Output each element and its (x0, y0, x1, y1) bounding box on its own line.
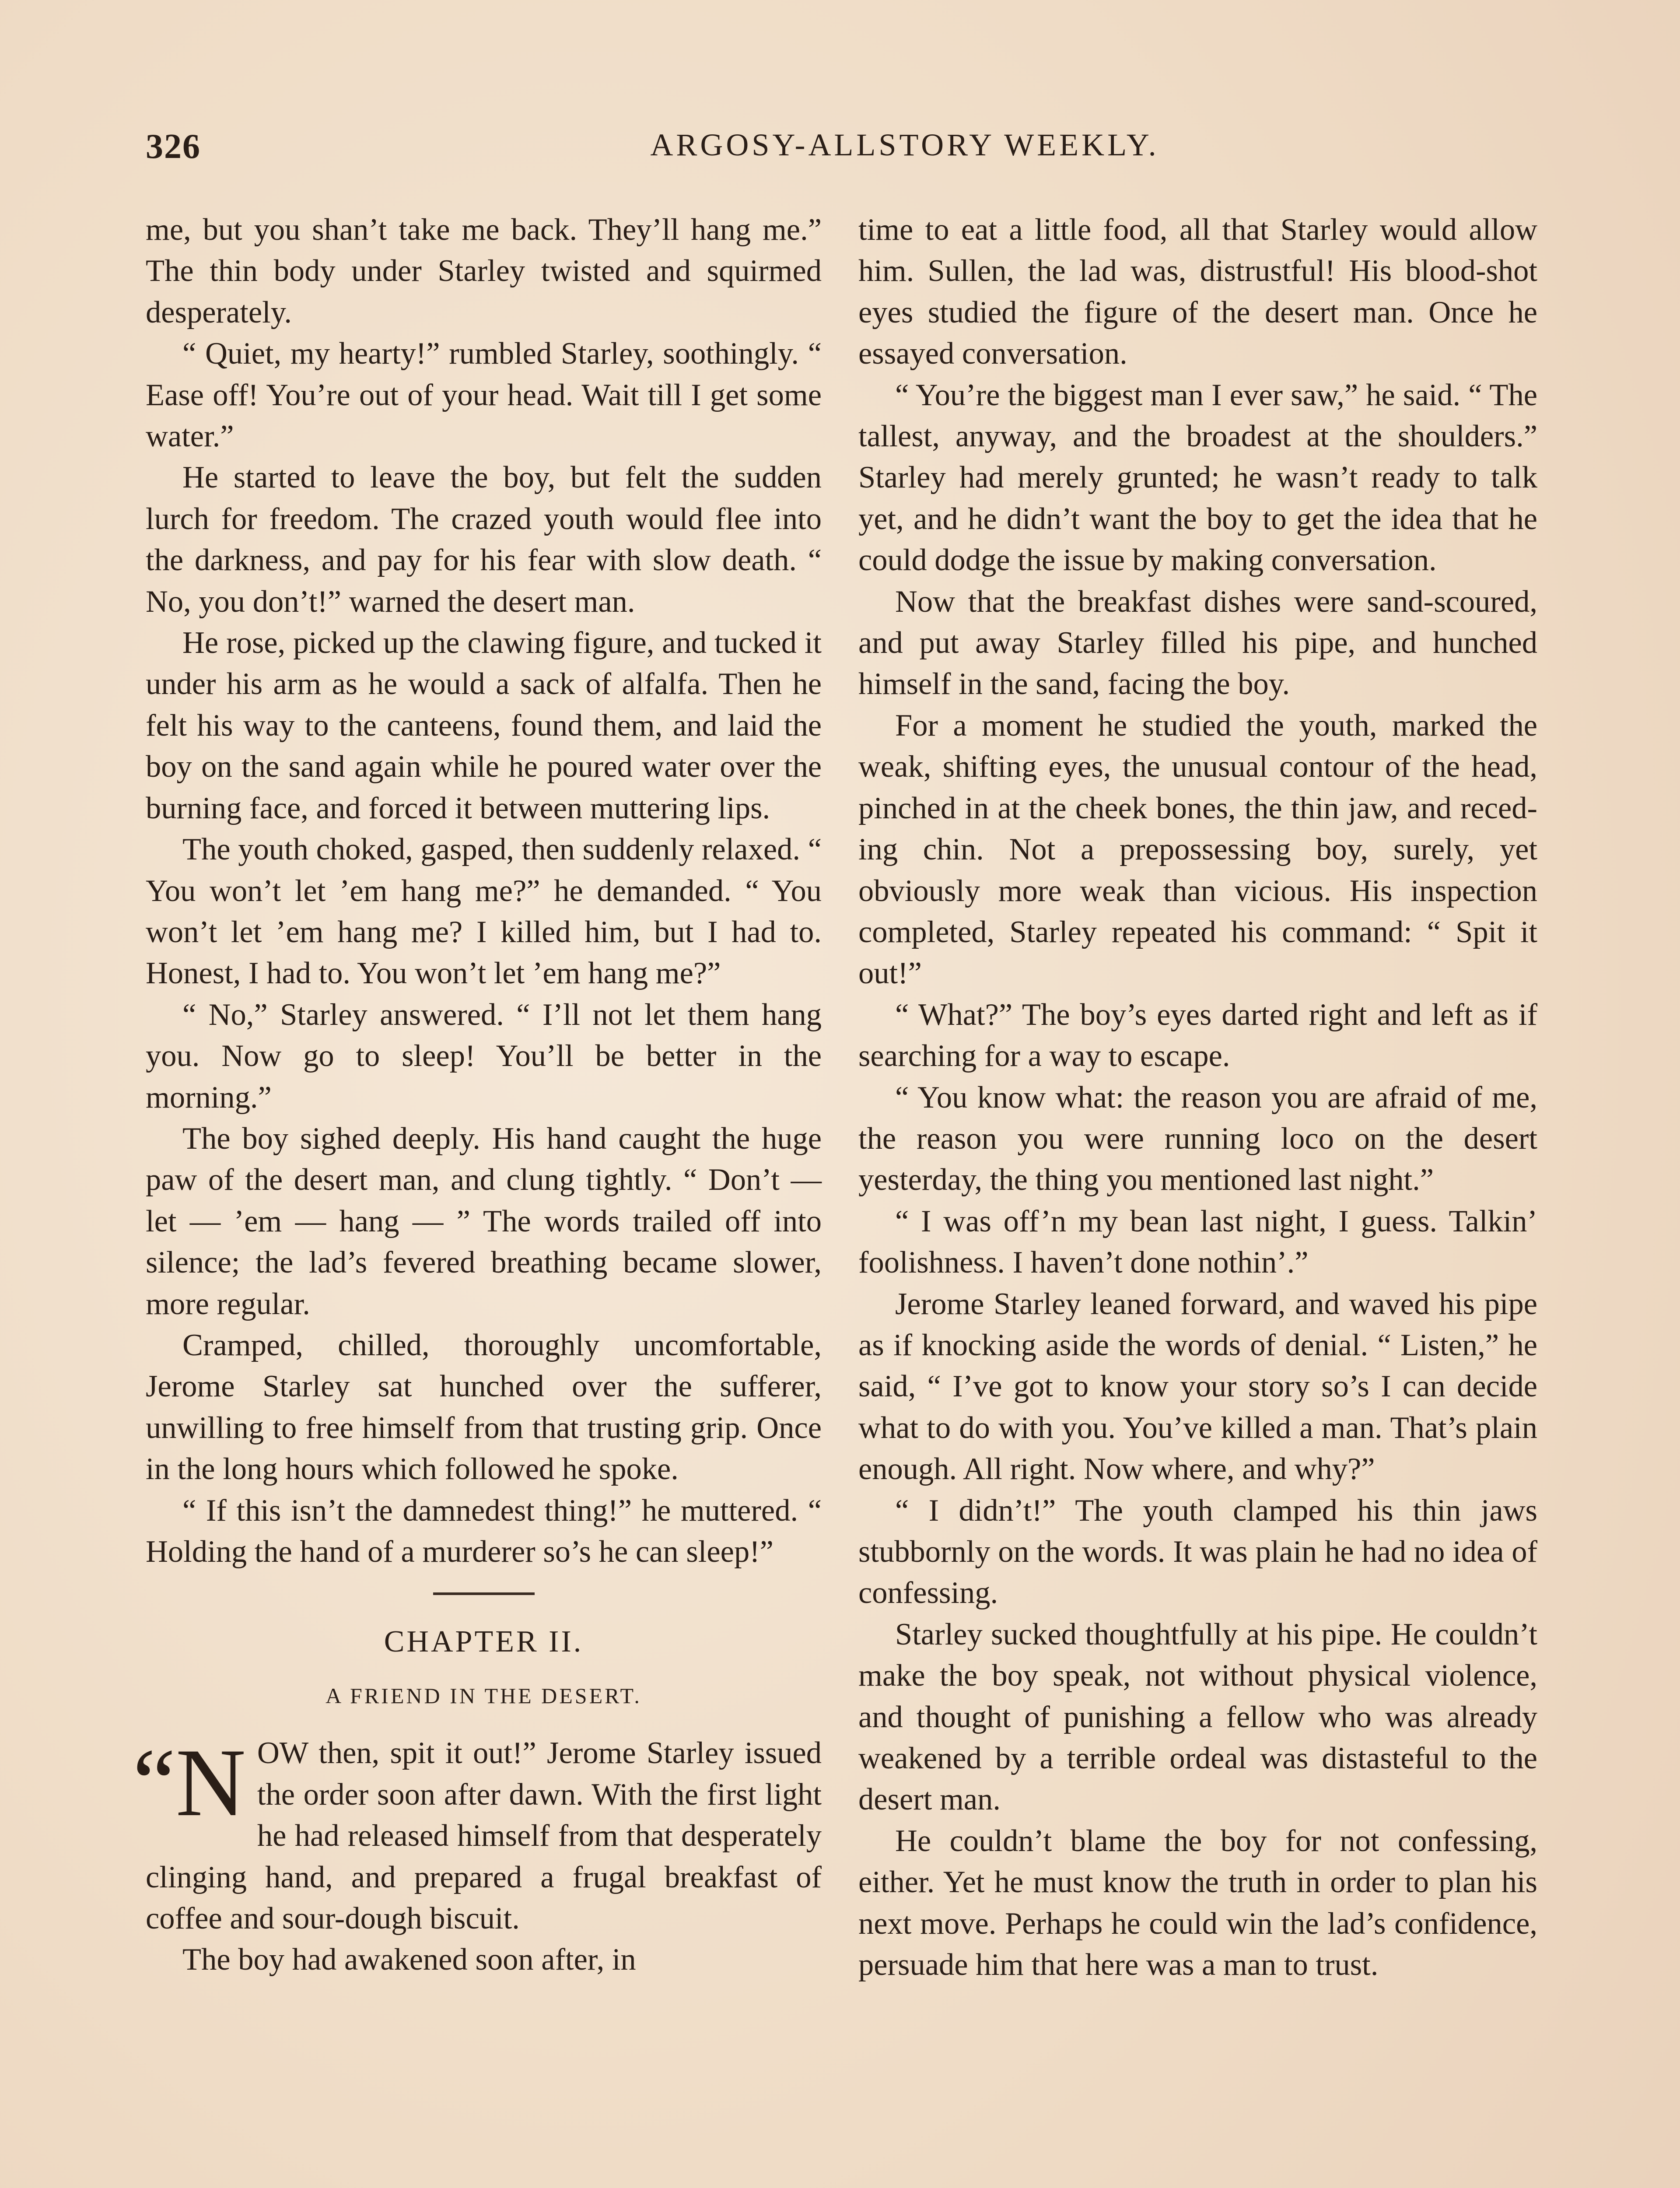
page-number: 326 (146, 127, 201, 166)
paragraph: He rose, picked up the clawing figure, and tucked it under his arm as he would a sack of alfalfa. Then he felt his way to the canteens, found them, and laid the boy on the sand again while he poured water over the burning face, and forced it between muttering lips. (146, 626, 822, 825)
paragraph: Jerome Starley leaned forward, and waved his pipe as if knocking aside the words of denial. “ Listen,” he said, “ I’ve got to know your story so’s I can decide what to do with you. You’ve killed a man. That’s plain enough. All right. Now where, and why?” (858, 1287, 1537, 1487)
paragraph: me, but you shan’t take me back. They’ll hang me.” The thin body under Starley twisted and squirmed desperately. (146, 213, 822, 330)
paragraph: The boy had awakened soon after, in (182, 1943, 636, 1977)
paragraph: “ If this isn’t the damnedest thing!” he muttered. “ Holding the hand of a murderer so’s he can sleep!” (146, 1493, 822, 1569)
running-head (146, 127, 1558, 175)
paragraph: “ I was off’n my bean last night, I guess. Talkin’ foolishness. I haven’t done nothin’.” (858, 1204, 1537, 1280)
paragraph: time to eat a little food, all that Starley would allow him. Sullen, the lad was, distrustful! His blood-shot eyes studied the figure of the desert man. Once he essayed conversation. (858, 213, 1537, 371)
paragraph: Starley sucked thoughtfully at his pipe. He couldn’t make the boy speak, not without physical violence, and thought of punishing a fellow who was already weakened by a terrible ordeal was distasteful to the desert man. (858, 1617, 1537, 1817)
chapter-subtitle: A FRIEND IN THE DESERT. (326, 1683, 642, 1708)
paragraph: He started to leave the boy, but felt the sudden lurch for freedom. The crazed youth would flee into the darkness, and pay for his fear with slow death. “ No, you don’t!” warned the desert man. (146, 460, 822, 619)
right-column (858, 209, 1537, 1985)
section-divider (433, 1592, 535, 1595)
magazine-title: ARGOSY-ALLSTORY WEEKLY. (650, 127, 1159, 162)
paragraph: “ No,” Starley answered. “ I’ll not let them hang you. Now go to sleep! You’ll be better in the morning.” (146, 997, 822, 1115)
chapter-opening-paragraph (133, 1729, 822, 1939)
paragraph: “ Quiet, my hearty!” rumbled Starley, soothingly. “ Ease off! You’re out of your head. Wait till I get some water.” (146, 337, 822, 454)
paragraph: Cramped, chilled, thoroughly uncomfortable, Jerome Starley sat hunched over the sufferer, unwilling to free himself from that trusting grip. Once in the long hours which followed he spoke. (146, 1328, 822, 1487)
paragraph: He couldn’t blame the boy for not confessing, either. Yet he must know the truth in order to plan his next move. Perhaps he could win the lad’s confidence, persuade him that here was a man to trust. (858, 1823, 1537, 1982)
chapter-title: CHAPTER II. (384, 1625, 584, 1659)
drop-cap-letter: N (175, 1729, 246, 1837)
paragraph: The boy sighed deeply. His hand caught the huge paw of the desert man, and clung tightly. “ Don’t — let — ’em — hang — ” The words trailed off into silence; the lad’s fevered breathing became slower, more regular. (146, 1121, 822, 1321)
paragraph: “ You know what: the reason you are afraid of me, the reason you were running loco on the desert yesterday, the thing you mentioned last night.” (858, 1080, 1537, 1197)
paragraph: “ You’re the biggest man I ever saw,” he said. “ The tallest, anyway, and the broadest at the shoulders.” Starley had merely grunted; he wasn’t ready to talk yet, and he didn’t want the boy to get the idea that he could dodge the issue by making conversation. (858, 378, 1537, 578)
paragraph-text: OW then, spit it out!” Jerome Starley issued the order soon after dawn. With the first light he had released himself from that desperately clinging hand, and prepared a frugal breakfast of coffee and sour-dough biscuit. (146, 1736, 822, 1936)
paragraph: The youth choked, gasped, then suddenly relaxed. “ You won’t let ’em hang me?” he demanded. “ You won’t let ’em hang me? I killed him, but I had to. Honest, I had to. You won’t let ’em hang me?” (146, 832, 822, 991)
paragraph: “ I didn’t!” The youth clamped his thin jaws stubbornly on the words. It was plain he had no idea of confessing. (858, 1493, 1537, 1610)
paragraph: “ What?” The boy’s eyes darted right and left as if searching for a way to escape. (858, 997, 1537, 1073)
left-column (133, 209, 822, 1981)
drop-cap-quote: “ (133, 1729, 176, 1837)
paragraph: Now that the breakfast dishes were sand-scoured, and put away Starley filled his pipe, and hunched himself in the sand, facing the boy. (858, 584, 1537, 701)
paragraph: For a moment he studied the youth, marked the weak, shifting eyes, the unusual contour of the head, pinched in at the cheek bones, the thin jaw, and receding chin. Not a prepossessing boy, surely, yet obviously more weak than vicious. His inspection completed, Starley repeated his command: “ Spit it out!” (858, 708, 1537, 991)
drop-cap (133, 1729, 246, 1837)
